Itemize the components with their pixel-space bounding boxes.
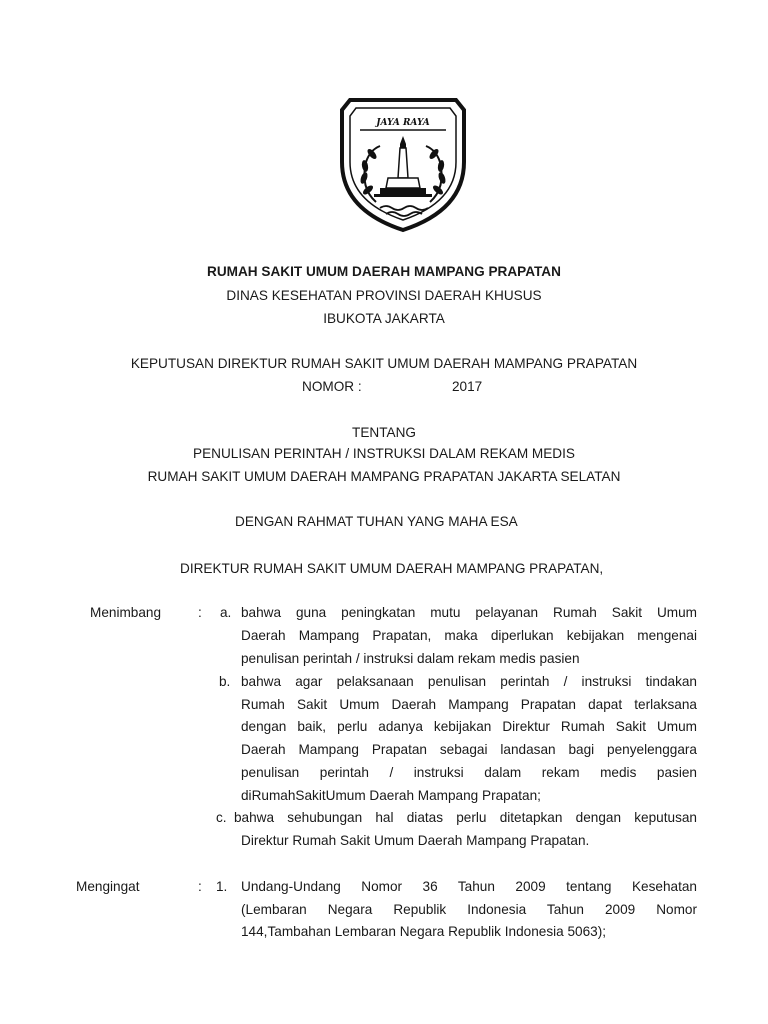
considering-label: Menimbang — [90, 605, 162, 620]
considering-item-b-line: diRumahSakitUmum Daerah Mampang Prapatan; — [241, 788, 541, 803]
considering-item-a-line: Daerah Mampang Prapatan, maka diperlukan kebijakan mengenai — [241, 628, 697, 643]
decree-number-label: NOMOR : — [302, 379, 362, 394]
recalling-item-1-marker: 1. — [216, 879, 228, 894]
decree-subject-line1: PENULISAN PERINTAH / INSTRUKSI DALAM REKAM MEDIS — [193, 446, 575, 461]
considering-item-b-line: Daerah Mampang Prapatan sebagai landasan bagi penyelenggara — [241, 742, 697, 757]
hospital-name: RUMAH SAKIT UMUM DAERAH MAMPANG PRAPATAN — [207, 264, 561, 279]
recalling-label: Mengingat — [76, 879, 140, 894]
decree-issuer: DIREKTUR RUMAH SAKIT UMUM DAERAH MAMPANG PRAPATAN, — [180, 561, 604, 576]
considering-item-b-line: penulisan perintah / instruksi dalam rekam medis pasien — [241, 765, 697, 780]
emblem-motto: JAYA RAYA — [376, 118, 430, 128]
considering-item-c-line: Direktur Rumah Sakit Umum Daerah Mampang Prapatan. — [241, 833, 590, 848]
decree-subject-line2: RUMAH SAKIT UMUM DAERAH MAMPANG PRAPATAN JAKARTA SELATAN — [147, 469, 621, 484]
considering-item-c-marker: c. — [216, 810, 227, 825]
decree-title: KEPUTUSAN DIREKTUR RUMAH SAKIT UMUM DAERAH MAMPANG PRAPATAN — [130, 356, 638, 371]
considering-item-a-line: bahwa guna peningkatan mutu pelayanan Rumah Sakit Umum — [241, 605, 697, 620]
jakarta-coat-of-arms-icon — [320, 92, 480, 238]
recalling-colon: : — [198, 879, 202, 894]
considering-item-a-line: penulisan perintah / instruksi dalam rekam medis pasien — [241, 651, 580, 666]
considering-item-b-marker: b. — [219, 674, 231, 689]
decree-about: TENTANG — [352, 425, 416, 440]
decree-blessing: DENGAN RAHMAT TUHAN YANG MAHA ESA — [235, 514, 518, 529]
considering-item-b-line: Rumah Sakit Umum Daerah Mampang Prapatan dapat terlaksana — [241, 697, 697, 712]
department-line2: IBUKOTA JAKARTA — [323, 311, 445, 326]
recalling-item-1-line: 144,Tambahan Lembaran Negara Republik Indonesia 5063); — [241, 924, 607, 939]
recalling-item-1-line: Undang-Undang Nomor 36 Tahun 2009 tentang Kesehatan — [241, 879, 697, 894]
considering-colon: : — [198, 605, 202, 620]
department-line1: DINAS KESEHATAN PROVINSI DAERAH KHUSUS — [226, 288, 542, 303]
decree-number-year: 2017 — [452, 379, 483, 394]
considering-item-b-line: dengan baik, perlu adanya kebijakan Direktur Rumah Sakit Umum — [241, 719, 697, 734]
considering-item-b-line: bahwa agar pelaksanaan penulisan perintah / instruksi tindakan — [241, 674, 697, 689]
considering-item-a-marker: a. — [220, 605, 232, 620]
considering-item-c-line: bahwa sehubungan hal diatas perlu ditetapkan dengan keputusan — [234, 810, 697, 825]
recalling-item-1-line: (Lembaran Negara Republik Indonesia Tahun 2009 Nomor — [241, 902, 697, 917]
